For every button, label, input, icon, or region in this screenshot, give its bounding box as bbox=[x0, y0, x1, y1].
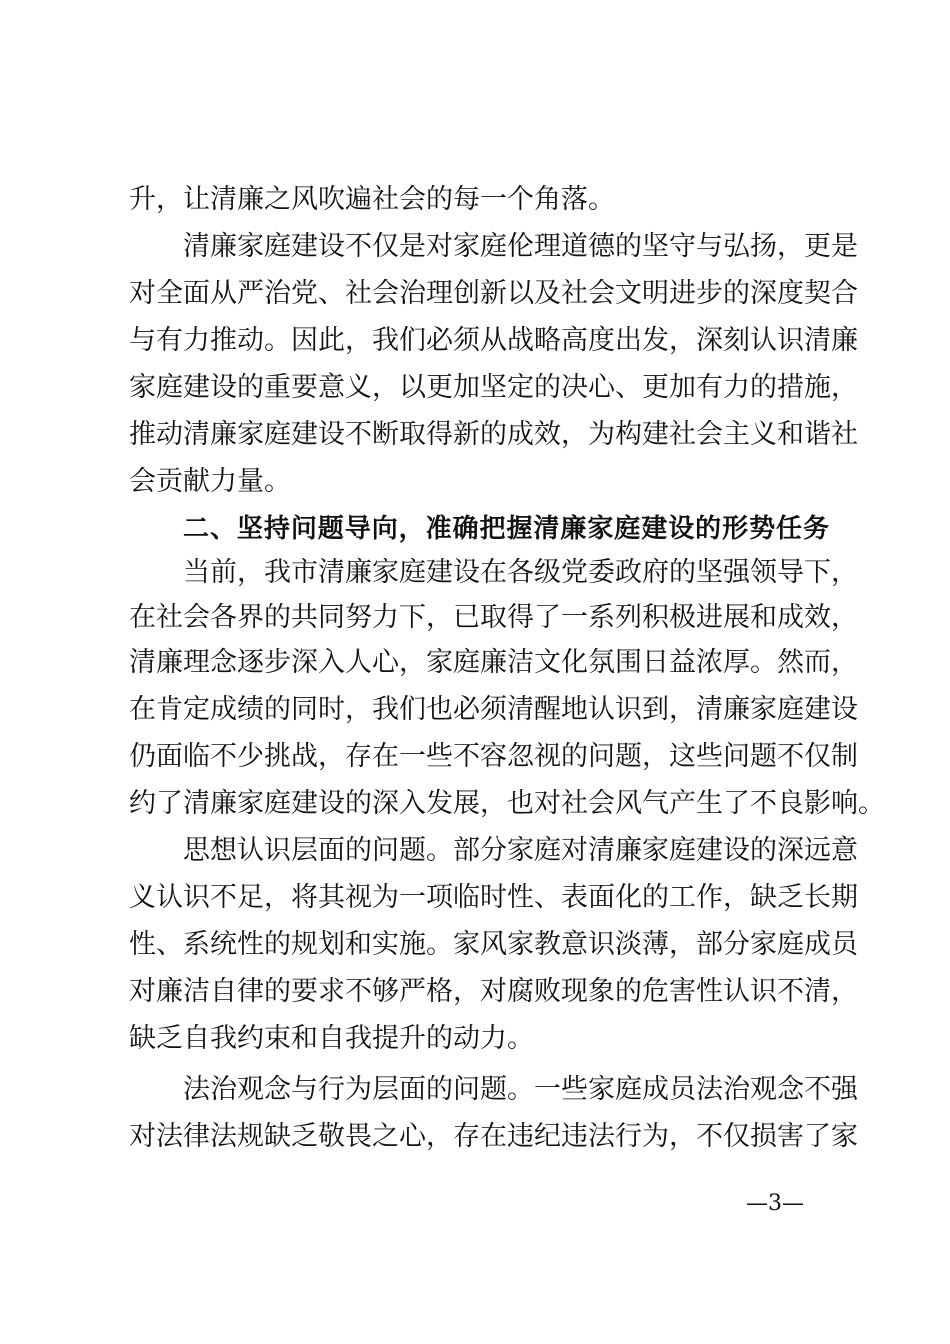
page-number: —3— bbox=[746, 1191, 804, 1216]
text-line: 与有力推动。因此，我们必须从战略高度出发，深刻认识清廉 bbox=[129, 325, 858, 356]
text-line: 对廉洁自律的要求不够严格，对腐败现象的危害性认识不清， bbox=[129, 976, 858, 1007]
text-line: 义认识不足，将其视为一项临时性、表面化的工作，缺乏长期 bbox=[129, 882, 858, 913]
text-line: 缺乏自我约束和自我提升的动力。 bbox=[129, 1023, 534, 1054]
text-line: 清廉家庭建设不仅是对家庭伦理道德的坚守与弘扬，更是 bbox=[183, 231, 858, 262]
text-line: 对全面从严治党、社会治理创新以及社会文明进步的深度契合 bbox=[129, 278, 858, 309]
text-line: 推动清廉家庭建设不断取得新的成效，为构建社会主义和谐社 bbox=[129, 419, 858, 450]
text-line: 在社会各界的共同努力下，已取得了一系列积极进展和成效， bbox=[129, 602, 858, 633]
text-line: 约了清廉家庭建设的深入发展，也对社会风气产生了不良影响。 bbox=[129, 788, 885, 819]
text-line: 家庭建设的重要意义，以更加坚定的决心、更加有力的措施， bbox=[129, 372, 858, 403]
text-line: 会贡献力量。 bbox=[129, 466, 291, 497]
text-line: 清廉理念逐步深入人心，家庭廉洁文化氛围日益浓厚。然而， bbox=[129, 647, 858, 678]
text-line: 仍面临不少挑战，存在一些不容忽视的问题，这些问题不仅制 bbox=[129, 741, 858, 772]
section-heading: 二、坚持问题导向，准确把握清廉家庭建设的形势任务 bbox=[183, 514, 829, 544]
text-line: 性、系统性的规划和实施。家风家教意识淡薄，部分家庭成员 bbox=[129, 929, 858, 960]
text-line: 对法律法规缺乏敬畏之心，存在违纪违法行为，不仅损害了家 bbox=[129, 1121, 858, 1152]
text-line: 在肯定成绩的同时，我们也必须清醒地认识到，清廉家庭建设 bbox=[129, 694, 858, 725]
text-line: 当前，我市清廉家庭建设在各级党委政府的坚强领导下， bbox=[183, 557, 858, 588]
text-line: 升，让清廉之风吹遍社会的每一个角落。 bbox=[129, 184, 615, 215]
text-line: 思想认识层面的问题。部分家庭对清廉家庭建设的深远意 bbox=[183, 835, 858, 866]
text-line: 法治观念与行为层面的问题。一些家庭成员法治观念不强 bbox=[183, 1074, 858, 1105]
